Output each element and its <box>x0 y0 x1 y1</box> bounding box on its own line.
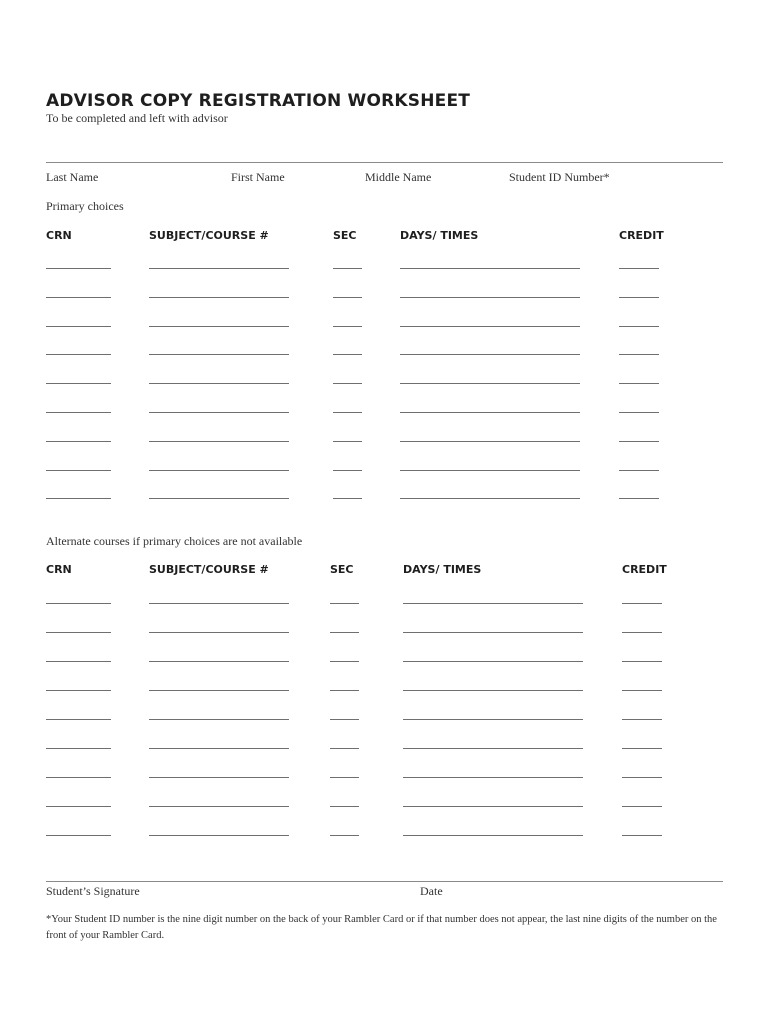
alternate-subject-course-blank[interactable] <box>149 806 289 807</box>
alternate-days-times-header: DAYS/ TIMES <box>403 563 482 576</box>
last-name-label: Last Name <box>46 170 99 184</box>
alternate-sec-blank[interactable] <box>330 806 359 807</box>
alternate-days-times-blank[interactable] <box>403 748 583 749</box>
primary-crn-blank[interactable] <box>46 412 111 413</box>
primary-subject-course-blank[interactable] <box>149 412 289 413</box>
primary-days-times-blank[interactable] <box>400 470 580 471</box>
primary-credit-blank[interactable] <box>619 383 659 384</box>
alternate-sec-blank[interactable] <box>330 777 359 778</box>
alternate-subject-course-blank[interactable] <box>149 719 289 720</box>
primary-credit-blank[interactable] <box>619 470 659 471</box>
alternate-sec-blank[interactable] <box>330 661 359 662</box>
primary-credit-blank[interactable] <box>619 412 659 413</box>
alternate-subject-course-blank[interactable] <box>149 690 289 691</box>
alternate-days-times-blank[interactable] <box>403 632 583 633</box>
alternate-credit-blank[interactable] <box>622 603 662 604</box>
alternate-credit-blank[interactable] <box>622 719 662 720</box>
primary-subject-course-blank[interactable] <box>149 441 289 442</box>
primary-credit-blank[interactable] <box>619 498 659 499</box>
primary-credit-blank[interactable] <box>619 297 659 298</box>
alternate-subject-course-blank[interactable] <box>149 632 289 633</box>
primary-subject-course-blank[interactable] <box>149 326 289 327</box>
primary-days-times-blank[interactable] <box>400 354 580 355</box>
alternate-days-times-blank[interactable] <box>403 777 583 778</box>
primary-subject-course-blank[interactable] <box>149 470 289 471</box>
alternate-crn-blank[interactable] <box>46 661 111 662</box>
alternate-crn-blank[interactable] <box>46 603 111 604</box>
date-label: Date <box>420 884 443 898</box>
alternate-days-times-blank[interactable] <box>403 806 583 807</box>
alternate-days-times-blank[interactable] <box>403 661 583 662</box>
alternate-sec-blank[interactable] <box>330 632 359 633</box>
alternate-credit-blank[interactable] <box>622 835 662 836</box>
alternate-days-times-blank[interactable] <box>403 719 583 720</box>
primary-crn-blank[interactable] <box>46 326 111 327</box>
student-id-footnote: *Your Student ID number is the nine digit number on the back of your Rambler Card or if that number does not appear, the last nine digits of the number on the front of your Rambler Card. <box>46 914 717 941</box>
alternate-subject-course-blank[interactable] <box>149 777 289 778</box>
page-title: ADVISOR COPY REGISTRATION WORKSHEET <box>46 91 471 111</box>
primary-sec-blank[interactable] <box>333 297 362 298</box>
alternate-crn-header: CRN <box>46 563 72 576</box>
primary-credit-blank[interactable] <box>619 441 659 442</box>
alternate-crn-blank[interactable] <box>46 719 111 720</box>
primary-days-times-blank[interactable] <box>400 383 580 384</box>
primary-subject-course-header: SUBJECT/COURSE # <box>149 229 269 242</box>
alternate-days-times-blank[interactable] <box>403 690 583 691</box>
primary-choices-label: Primary choices <box>46 199 124 213</box>
alternate-subject-course-blank[interactable] <box>149 661 289 662</box>
primary-days-times-blank[interactable] <box>400 441 580 442</box>
primary-days-times-blank[interactable] <box>400 412 580 413</box>
alternate-subject-course-blank[interactable] <box>149 835 289 836</box>
student-id-label: Student ID Number* <box>509 170 610 184</box>
primary-sec-blank[interactable] <box>333 383 362 384</box>
alternate-credit-blank[interactable] <box>622 632 662 633</box>
alternate-sec-blank[interactable] <box>330 835 359 836</box>
alternate-credit-blank[interactable] <box>622 777 662 778</box>
primary-crn-blank[interactable] <box>46 297 111 298</box>
alternate-sec-blank[interactable] <box>330 603 359 604</box>
primary-crn-blank[interactable] <box>46 470 111 471</box>
first-name-label: First Name <box>231 170 285 184</box>
primary-sec-blank[interactable] <box>333 268 362 269</box>
alternate-credit-blank[interactable] <box>622 748 662 749</box>
alternate-crn-blank[interactable] <box>46 777 111 778</box>
primary-subject-course-blank[interactable] <box>149 383 289 384</box>
primary-sec-blank[interactable] <box>333 441 362 442</box>
primary-sec-blank[interactable] <box>333 498 362 499</box>
alternate-sec-blank[interactable] <box>330 690 359 691</box>
primary-subject-course-blank[interactable] <box>149 268 289 269</box>
alternate-days-times-blank[interactable] <box>403 603 583 604</box>
primary-crn-blank[interactable] <box>46 441 111 442</box>
alternate-crn-blank[interactable] <box>46 806 111 807</box>
alternate-credit-blank[interactable] <box>622 661 662 662</box>
primary-crn-blank[interactable] <box>46 354 111 355</box>
primary-crn-header: CRN <box>46 229 72 242</box>
primary-credit-blank[interactable] <box>619 326 659 327</box>
primary-crn-blank[interactable] <box>46 268 111 269</box>
alternate-subject-course-blank[interactable] <box>149 603 289 604</box>
alternate-credit-blank[interactable] <box>622 806 662 807</box>
primary-days-times-blank[interactable] <box>400 268 580 269</box>
primary-crn-blank[interactable] <box>46 383 111 384</box>
primary-sec-blank[interactable] <box>333 326 362 327</box>
alternate-days-times-blank[interactable] <box>403 835 583 836</box>
primary-days-times-blank[interactable] <box>400 326 580 327</box>
primary-sec-blank[interactable] <box>333 354 362 355</box>
alternate-credit-header: CREDIT <box>622 563 667 576</box>
alternate-sec-blank[interactable] <box>330 719 359 720</box>
primary-subject-course-blank[interactable] <box>149 498 289 499</box>
name-entry-line[interactable] <box>46 162 723 163</box>
alternate-crn-blank[interactable] <box>46 835 111 836</box>
primary-subject-course-blank[interactable] <box>149 297 289 298</box>
alternate-crn-blank[interactable] <box>46 632 111 633</box>
primary-days-times-blank[interactable] <box>400 498 580 499</box>
primary-sec-header: SEC <box>333 229 357 242</box>
alternate-courses-label: Alternate courses if primary choices are not available <box>46 534 303 548</box>
primary-subject-course-blank[interactable] <box>149 354 289 355</box>
alternate-sec-header: SEC <box>330 563 354 576</box>
student-signature-label: Student’s Signature <box>46 884 140 898</box>
primary-credit-blank[interactable] <box>619 354 659 355</box>
alternate-crn-blank[interactable] <box>46 690 111 691</box>
primary-credit-header: CREDIT <box>619 229 664 242</box>
page-subtitle: To be completed and left with advisor <box>46 111 228 125</box>
primary-days-times-header: DAYS/ TIMES <box>400 229 479 242</box>
primary-sec-blank[interactable] <box>333 470 362 471</box>
primary-credit-blank[interactable] <box>619 268 659 269</box>
primary-crn-blank[interactable] <box>46 498 111 499</box>
primary-days-times-blank[interactable] <box>400 297 580 298</box>
alternate-crn-blank[interactable] <box>46 748 111 749</box>
alternate-sec-blank[interactable] <box>330 748 359 749</box>
middle-name-label: Middle Name <box>365 170 432 184</box>
alternate-subject-course-blank[interactable] <box>149 748 289 749</box>
alternate-credit-blank[interactable] <box>622 690 662 691</box>
primary-sec-blank[interactable] <box>333 412 362 413</box>
alternate-subject-course-header: SUBJECT/COURSE # <box>149 563 269 576</box>
signature-line[interactable] <box>46 881 723 882</box>
